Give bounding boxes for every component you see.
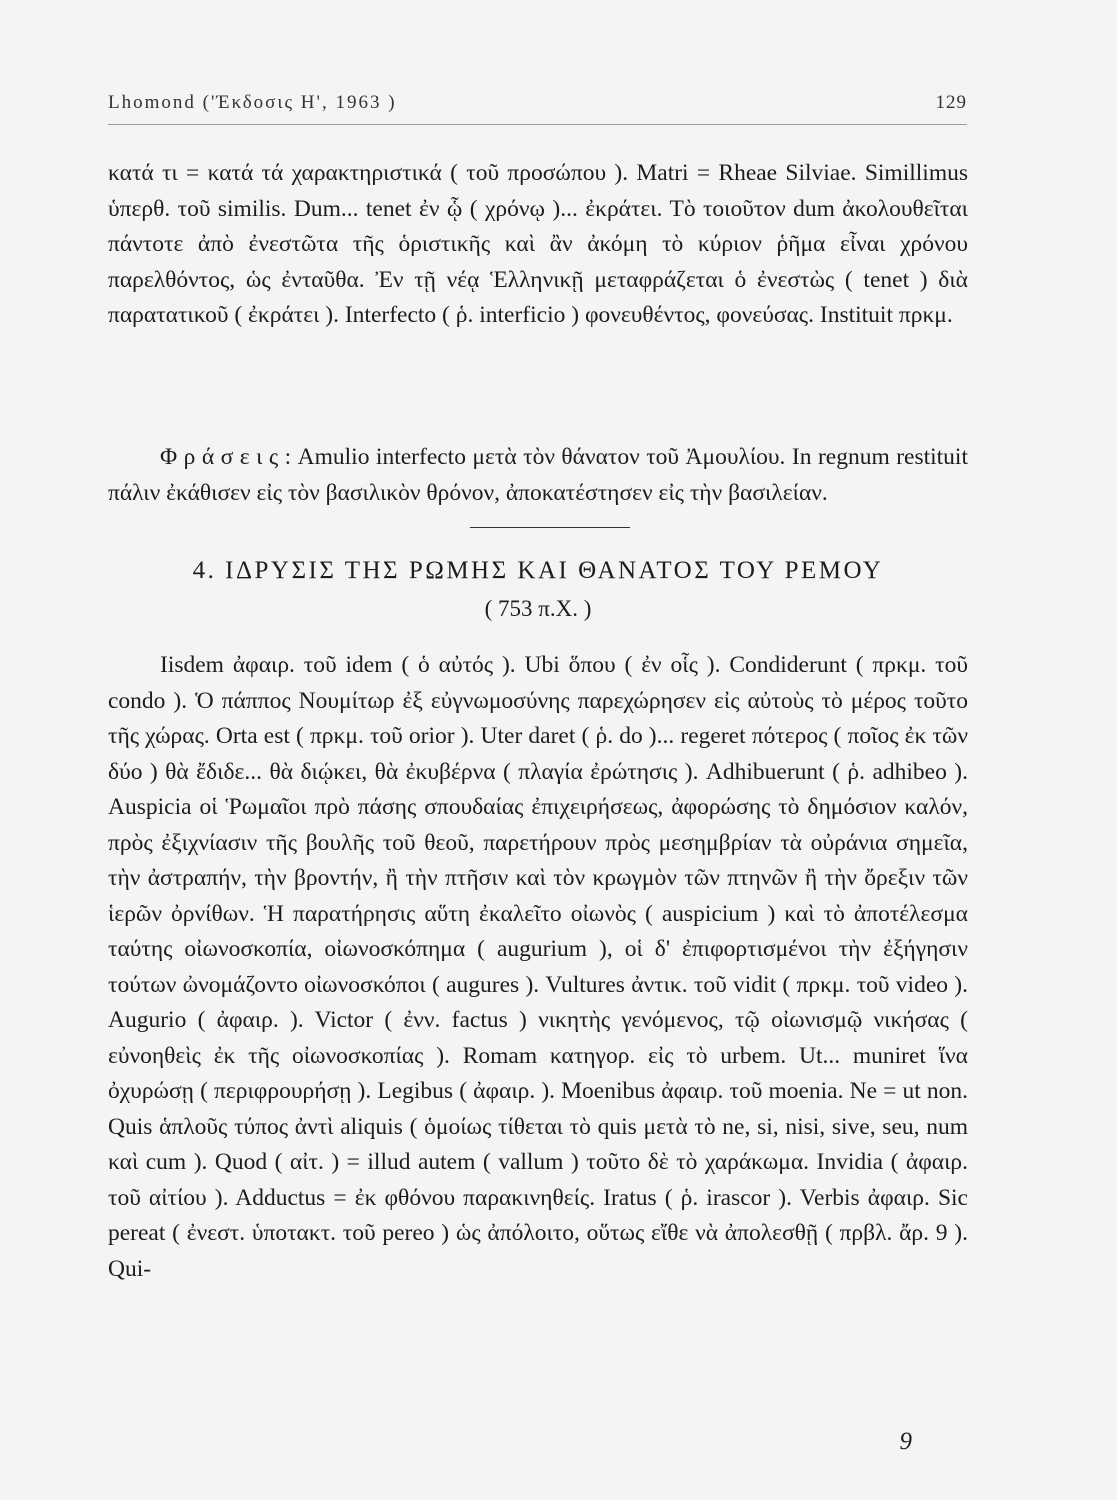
main-text: Iisdem ἀφαιρ. τοῦ idem ( ὁ αὐτός ). Ubi ὅπου ( ἐν οἷς ). Condiderunt ( πρκμ. τοῦ condo ). Ὁ πάππος Νουμίτωρ ἐξ εὐγνωμοσύνης παρεχώρησεν εἰς αὐτοὺς τὸ μέρος τοῦτο τῆς χώρας. Orta est ( πρκμ. τοῦ orior ). Uter daret ( ῥ. do )... regeret πότερος ( ποῖος ἐκ τῶν δύο ) θὰ ἔδιδε... θὰ διῴκει, θὰ ἐκυβέρνα ( πλαγία ἐρώτησις ). Adhibuerunt ( ῥ. adhibeo ). Auspicia οἱ Ῥωμαῖοι πρὸ πάσης σπουδαίας ἐπιχειρήσεως, ἀφορώσης τὸ δημόσιον καλόν, πρὸς ἐξιχνίασιν τῆς βουλῆς τοῦ θεοῦ, παρετήρουν πρὸς μεσημβρίαν τὰ οὐράνια σημεῖα, τὴν ἀστραπήν, τὴν βροντήν, ἢ τὴν πτῆσιν καὶ τὸν κρωγμὸν τῶν πτηνῶν ἢ τὴν ὄρεξιν τῶν ἱερῶν ὀρνίθων. Ἡ παρατήρησις αὕτη ἐκαλεῖτο οἰωνὸς ( auspicium ) καὶ τὸ ἀποτέλεσμα ταύτης οἰωνοσκοπία, οἰωνοσκόπημα ( augurium ), οἱ δ' ἐπιφορτισμένοι τὴν ἐξήγησιν τούτων ὠνομάζοντο οἰωνοσκόποι ( augures ). Vultures ἀντικ. τοῦ vidit ( πρκμ. τοῦ video ). Augurio ( ἀφαιρ. ). Victor ( ἐνν. factus ) νικητὴς γενόμενος, τῷ οἰωνισμῷ νικήσας ( εὐνοηθεὶς ἐκ τῆς οἰωνοσκοπίας ). Romam κατηγορ. εἰς τὸ urbem. Ut... muniret ἵνα ὀχυρώσῃ ( περιφρουρήσῃ ). Legibus ( ἀφαιρ. ). Moenibus ἀφαιρ. τοῦ moenia. Ne = ut non. Quis ἁπλοῦς τύπος ἀντὶ aliquis ( ὁμοίως τίθεται τὸ quis μετὰ τὸ ne, si, nisi, sive, seu, num καὶ cum ). Quod ( αἰτ. ) = illud autem ( vallum ) τοῦτο δὲ τὸ χαράκωμα. Invidia ( ἀφαιρ. τοῦ αἰτίου ). Adductus = ἐκ φθόνου παρακινηθείς. Iratus ( ῥ. irascor ). Verbis ἀφαιρ. Sic pereat ( ἐνεστ. ὑποτακτ. τοῦ pereo ) ὡς ἀπόλοιτο, οὕτως εἴθε νὰ ἀπολεσθῇ ( πρβλ. ἄρ. 9 ). Qui-	[108, 652, 968, 1282]
section-date: ( 753 π.Χ. )	[484, 596, 592, 621]
phrases-text	[108, 440, 968, 511]
phrases-body: Amulio interfecto μετὰ τὸν θάνατον τοῦ Ἀμουλίου. In regnum restituit πάλιν ἐκάθισεν εἰς τὸν βασιλικὸν θρόνον, ἀποκατέστησεν εἰς τὴν βασιλείαν.	[108, 444, 968, 506]
phrases-label: Φ ρ ά σ ε ι ς :	[160, 444, 292, 470]
phrases-paragraph	[108, 440, 968, 511]
running-title: Lhomond ('Έκδοσις Η', 1963 )	[108, 92, 397, 113]
intro-text: κατά τι = κατά τά χαρακτηριστικά ( τοῦ προσώπου ). Matri = Rheae Silviae. Simillimus ὑπερθ. τοῦ similis. Dum... tenet ἐν ᾧ ( χρόνῳ )... ἐκράτει. Τὸ τοιοῦτον dum ἀκολουθεῖται πάντοτε ἀπὸ ἐνεστῶτα τῆς ὁριστικῆς καὶ ἂν ἀκόμη τὸ κύριον ῥῆμα εἶναι χρόνου παρελθόντος, ὡς ἐνταῦθα. Ἐν τῇ νέᾳ Ἑλληνικῇ μεταφράζεται ὁ ἐνεστὼς ( tenet ) διὰ παρατατικοῦ ( ἐκράτει ). Interfecto ( ῥ. interficio ) φονευθέντος, φονεύσας. Instituit πρκμ.	[108, 160, 968, 328]
signature-mark: 9	[899, 1428, 912, 1455]
header-rule	[108, 124, 967, 125]
section-divider	[470, 527, 630, 528]
page-number: 129	[935, 92, 967, 113]
section-title: 4. ΙΔΡΥΣΙΣ ΤΗΣ ΡΩΜΗΣ ΚΑΙ ΘΑΝΑΤΟΣ ΤΟΥ ΡΕΜΟΥ	[192, 557, 884, 584]
main-paragraph	[108, 648, 968, 1287]
intro-paragraph	[108, 156, 968, 334]
running-head	[108, 92, 967, 118]
